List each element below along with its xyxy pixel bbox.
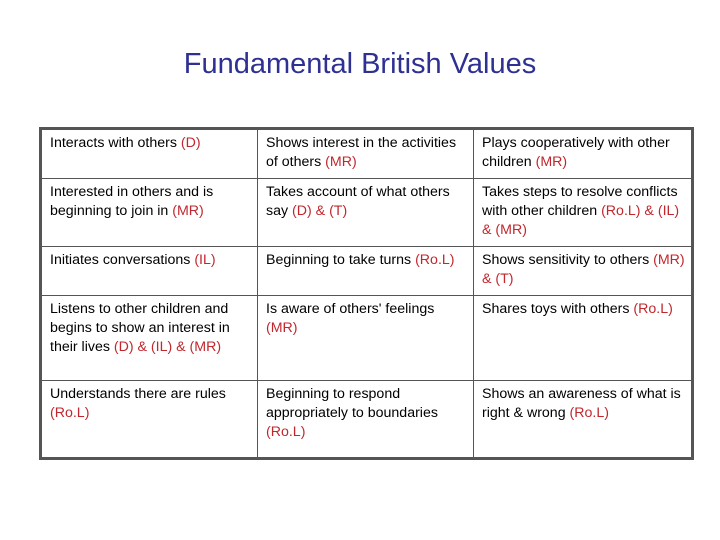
cell-text: Beginning to take turns	[266, 252, 416, 268]
table-cell	[258, 381, 474, 458]
table-cell	[42, 381, 258, 458]
table-row	[42, 179, 692, 247]
value-tag: (Ro.L)	[633, 301, 673, 317]
table-cell	[42, 130, 258, 179]
value-tag: (D) & (T)	[292, 203, 348, 219]
value-tag: (MR)	[172, 203, 204, 219]
value-tag: (MR) & (T)	[482, 252, 685, 287]
table-cell	[42, 296, 258, 381]
cell-text: Understands there are rules	[50, 386, 226, 402]
table-row	[42, 381, 692, 458]
value-tag: (D)	[180, 135, 201, 151]
value-tag: (Ro.L) & (IL) & (MR)	[482, 203, 680, 238]
table-cell	[258, 179, 474, 247]
value-tag: (MR)	[266, 320, 298, 336]
table-cell	[474, 296, 692, 381]
cell-text: Interested in others and is beginning to join in	[50, 184, 214, 219]
page-title: Fundamental British Values	[183, 48, 537, 80]
table-row	[42, 247, 692, 296]
cell-text: Is aware of others' feelings	[266, 301, 435, 317]
cell-text: Plays cooperatively with other children	[482, 135, 670, 170]
cell-text: Shares toys with others	[482, 301, 634, 317]
value-tag: (MR)	[535, 154, 568, 170]
value-tag: (Ro.L)	[50, 405, 90, 421]
value-tag: (Ro.L)	[415, 252, 455, 268]
cell-text: Shows an awareness of what is right & wrong	[482, 386, 681, 421]
value-tag: (MR)	[325, 154, 357, 170]
value-tag: (D) & (IL) & (MR)	[113, 339, 222, 355]
cell-text: Initiates conversations	[50, 252, 195, 268]
cell-text: Takes steps to resolve conflicts with other children	[482, 184, 678, 219]
cell-text: Beginning to respond appropriately to boundaries	[266, 386, 438, 421]
table-cell	[474, 247, 692, 296]
cell-text: Takes account of what others say	[266, 184, 450, 219]
table-cell	[258, 247, 474, 296]
values-table	[41, 129, 692, 458]
table-cell	[258, 130, 474, 179]
table-row	[42, 130, 692, 179]
cell-text: Shows sensitivity to others	[482, 252, 654, 268]
cell-text: Shows interest in the activities of others	[266, 135, 457, 170]
table-cell	[474, 381, 692, 458]
value-tag: (Ro.L)	[569, 405, 609, 421]
cell-text: Listens to other children and begins to show an interest in their lives	[50, 301, 230, 355]
table-cell	[42, 247, 258, 296]
table-cell	[474, 130, 692, 179]
value-tag: (IL)	[194, 252, 216, 268]
table-cell	[474, 179, 692, 247]
table-cell	[42, 179, 258, 247]
value-tag: (Ro.L)	[266, 424, 306, 440]
cell-text: Interacts with others	[50, 135, 181, 151]
table-cell	[258, 296, 474, 381]
table-row	[42, 296, 692, 381]
